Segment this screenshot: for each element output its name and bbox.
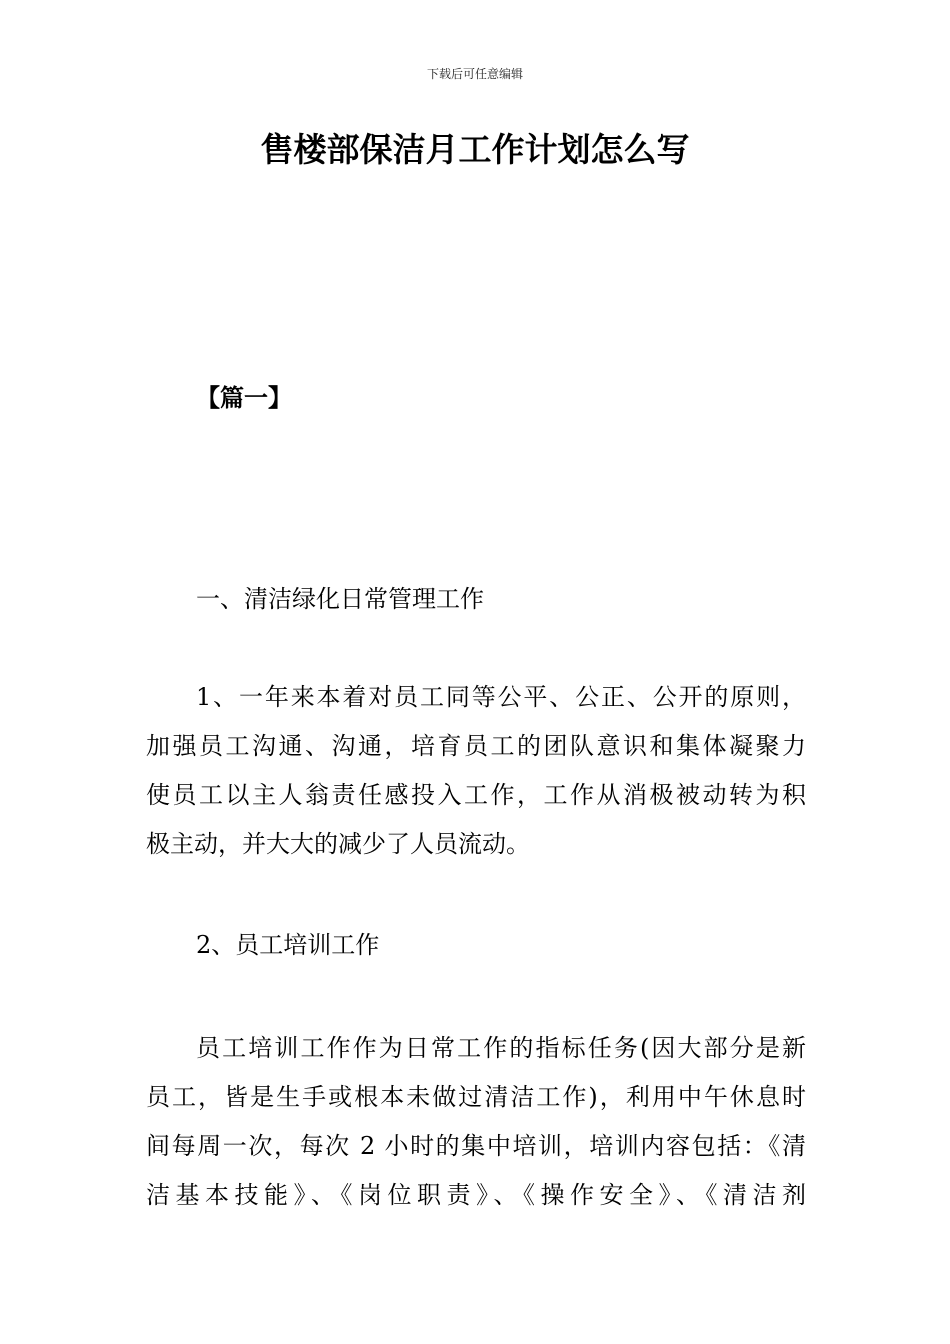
paragraph-line: 加强员工沟通、沟通，培育员工的团队意识和集体凝聚力	[146, 732, 806, 760]
subsection-heading: 2、员工培训工作	[196, 931, 380, 959]
document-title: 售楼部保洁月工作计划怎么写	[260, 130, 690, 169]
paragraph-line: 间每周一次，每次 2 小时的集中培训，培训内容包括：《清	[146, 1132, 806, 1160]
section-heading: 一、清洁绿化日常管理工作	[196, 585, 484, 613]
paragraph-line: 使员工以主人翁责任感投入工作，工作从消极被动转为积	[146, 781, 806, 809]
chapter-heading: 【篇一】	[196, 384, 292, 412]
paragraph-item-1	[146, 673, 806, 869]
paragraph-item-2	[146, 1024, 806, 1220]
paragraph-line: 员工，皆是生手或根本未做过清洁工作)，利用中午休息时	[146, 1083, 806, 1111]
paragraph-line: 1、一年来本着对员工同等公平、公正、公开的原则，	[196, 683, 806, 711]
paragraph-line: 洁基本技能》、《岗位职责》、《操作安全》、《清洁剂	[146, 1181, 806, 1209]
paragraph-line: 极主动，并大大的减少了人员流动。	[146, 830, 530, 858]
paragraph-line: 员工培训工作作为日常工作的指标任务(因大部分是新	[196, 1034, 806, 1062]
download-note: 下载后可任意编辑	[426, 67, 523, 81]
